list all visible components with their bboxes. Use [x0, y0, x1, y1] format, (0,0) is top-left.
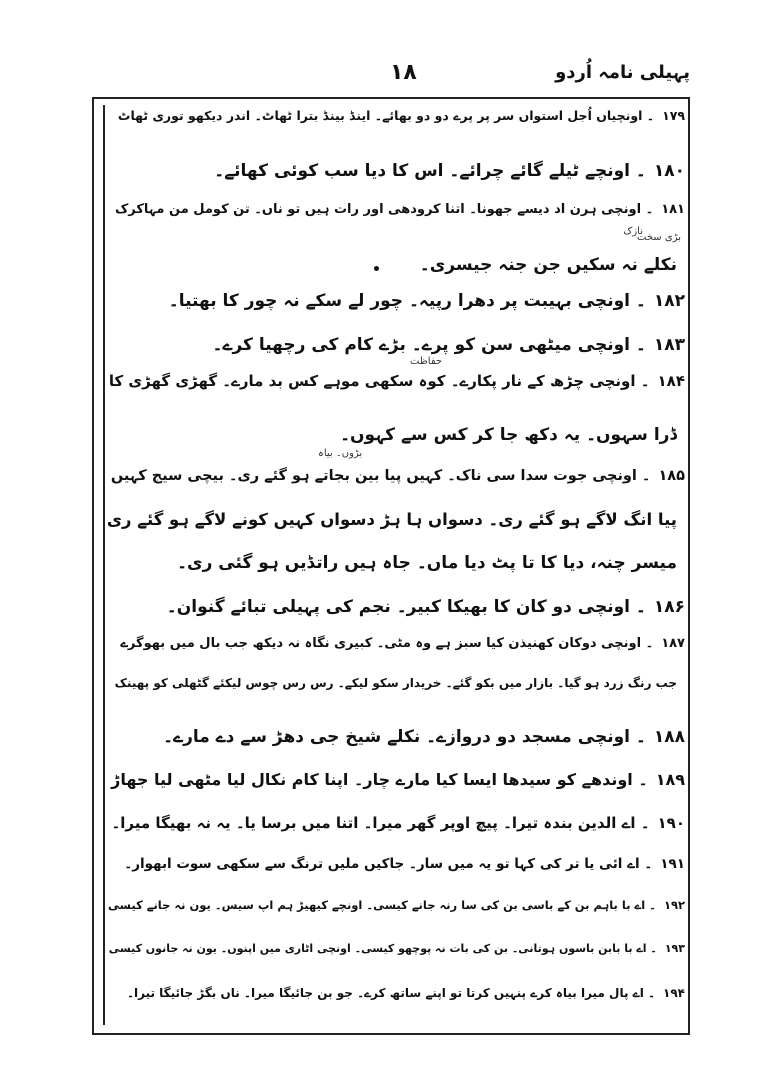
- riddle-line: [120, 636, 685, 651]
- riddle-number: ۱۸۱: [661, 202, 685, 217]
- riddle-text: میسر چنہ، دیا کا تا پٹ دیا ماں۔ جاہ ہیں راتڈیں ہو گئی ری۔: [177, 553, 677, 573]
- riddle-line: [167, 596, 685, 617]
- riddle-text: ۔ اونچی میٹھی سن کو پرے۔ بڑے کام کی رچھیا کرے۔: [212, 335, 646, 355]
- riddle-number: ۱۸۸: [653, 727, 685, 747]
- page-header: [90, 60, 690, 94]
- riddle-text: پیا انگ لاگے ہو گئے ری۔ دسواں ہا ہڑ دسواں کہیں کونے لاگے ہو گئے ری: [106, 510, 677, 529]
- riddle-line: [109, 942, 685, 955]
- riddle-line: [118, 108, 685, 123]
- riddle-number: ۱۸۴: [657, 372, 685, 390]
- book-title: پہیلی نامہ اُردو: [555, 62, 690, 83]
- riddle-line: [115, 676, 685, 690]
- riddle-text: ۔ اونچیاں اُجل استواں سر پر پرے دو دو بھائے۔ اینڈ بینڈ بترا ٹھاٹ۔ اندر دیکھو توری ٹھاٹ: [117, 108, 655, 123]
- marginal-gloss: حفاظت: [410, 356, 443, 367]
- riddle-text: ۔ اونچی جوت سدا سی ناک۔ کہیں پیا بین بجاتے ہو گئے ری۔ بیچی سیج کہیں: [110, 468, 651, 484]
- riddle-text: جب رنگ زرد ہو گیا۔ بازار میں بکو گئے۔ خریدار سکو لیکے۔ رس رس چوس لیکئے گٹھلی کو پھینک: [114, 676, 677, 690]
- riddle-number: ۱۷۹: [662, 108, 685, 123]
- riddle-text: ۔ اونچی بہیبت پر دھرا رپیہ۔ چور لے سکے نہ چور کا بھتیا۔: [168, 291, 646, 311]
- riddle-line: [214, 160, 685, 181]
- marginal-gloss: بڑوں۔ بیاہ: [318, 448, 363, 459]
- riddle-line: [108, 898, 685, 912]
- riddle-text: ۔ اونچی مسجد دو دروازے۔ نکلے شیخ جی دھڑ سے دے مارے۔: [163, 727, 646, 747]
- riddle-number: ۱۸۵: [658, 468, 685, 484]
- riddle-number: ۱۹۱: [660, 856, 685, 872]
- riddle-number: ۱۸۲: [653, 291, 685, 311]
- marginal-gloss: نازک: [623, 226, 643, 237]
- riddle-text: ۔ اے با باہم بن کے باسی بن کی سا رنہ جانے کیسی۔ اونچے کیھیڑ ہم اپ سیس۔ یون نہ جانے کیسی: [108, 898, 656, 912]
- page-number: ۱۸: [390, 60, 417, 85]
- riddle-text: ۔ اونچی ہرن اد دیسے جھونا۔ اتنا کرودھی اور رات ہیں تو ناں۔ تن کومل من مہاکرک: [114, 202, 654, 217]
- riddle-number: ۱۹۴: [663, 986, 685, 1000]
- riddle-number: ۱۸۶: [653, 597, 685, 617]
- riddle-line: [213, 334, 685, 355]
- riddle-line: [169, 290, 685, 311]
- ink-dot: [374, 266, 379, 271]
- riddle-text: ۔ اونچی دوکان کھنیذن کیا سبز ہے وہ مٹی۔ کبیری نگاہ نہ دیکھ جب بال میں بھوگرے: [120, 636, 654, 651]
- riddle-text: ۔ اوندھے کو سیدھا ایسا کیا مارے چار۔ اپنا کام نکال لیا مٹھی لیا جھاڑ: [111, 770, 648, 789]
- riddle-line: [111, 468, 685, 484]
- riddle-line: [124, 856, 685, 872]
- riddle-text: ۔ اے الدین بندہ تیرا۔ پیچ اوپر گھر میرا۔ اتنا میں برسا یا۔ یہ نہ بھیگا میرا۔: [111, 814, 650, 832]
- riddle-number: ۱۹۲: [663, 898, 685, 912]
- riddle-line: [109, 372, 685, 390]
- riddle-line: [127, 986, 685, 1000]
- riddle-line: [115, 202, 685, 217]
- riddle-number: ۱۸۷: [661, 636, 685, 651]
- riddle-text: ۔ اونچی چڑھ کے نار پکارے۔ کوہ سکھی موہے کس بد مارے۔ گھڑی گھڑی کا: [108, 372, 650, 390]
- riddle-text: ۔ اے با بابن باسوں ہوتانی۔ بن کی بات نہ پوچھو کیسی۔ اونچی اٹاری میں اپنوں۔ یون نہ جانوں کیسی: [108, 942, 657, 955]
- riddle-text: ۔ اے پال میرا بیاہ کرے پنہیں کرتا تو اپنے ساتھ کرے۔ جو بن جائیگا میرا۔ ناں بگڑ جائیگا تیرا۔: [126, 986, 656, 1000]
- riddle-line: [420, 254, 685, 275]
- riddle-line: [111, 814, 685, 832]
- riddle-text: ۔ اے ائی یا تر کی کہا تو یہ میں سار۔ جاکیں ملیں ترنگ سے سکھی سوت ابھوار۔: [124, 856, 653, 872]
- riddle-number: ۱۸۳: [653, 335, 685, 355]
- riddle-text: نکلے نہ سکیں جن جنہ جیسری۔: [419, 255, 677, 275]
- marginal-gloss: بڑی سخت: [637, 232, 681, 243]
- riddle-number: ۱۸۹: [655, 770, 685, 789]
- riddle-number: ۱۸۰: [653, 161, 685, 181]
- riddle-text: ۔ اونچے ٹیلے گائے چرائے۔ اس کا دیا سب کوئی کھائے۔: [214, 161, 646, 181]
- riddle-text: ۔ اونچی دو کان کا بھیکا کبیر۔ نجم کی پہیلی تبائے گنوان۔: [166, 597, 646, 617]
- riddle-number: ۱۹۰: [657, 814, 685, 832]
- riddle-text: ڈرا سہوں۔ یہ دکھ جا کر کس سے کہوں۔: [340, 425, 677, 445]
- riddle-line: [111, 770, 685, 789]
- riddle-line: [107, 510, 685, 529]
- riddle-line: [177, 552, 685, 573]
- riddle-number: ۱۹۳: [664, 942, 685, 955]
- riddle-line: [340, 424, 685, 445]
- riddle-line: [163, 726, 685, 747]
- margin-rule: [103, 105, 105, 1025]
